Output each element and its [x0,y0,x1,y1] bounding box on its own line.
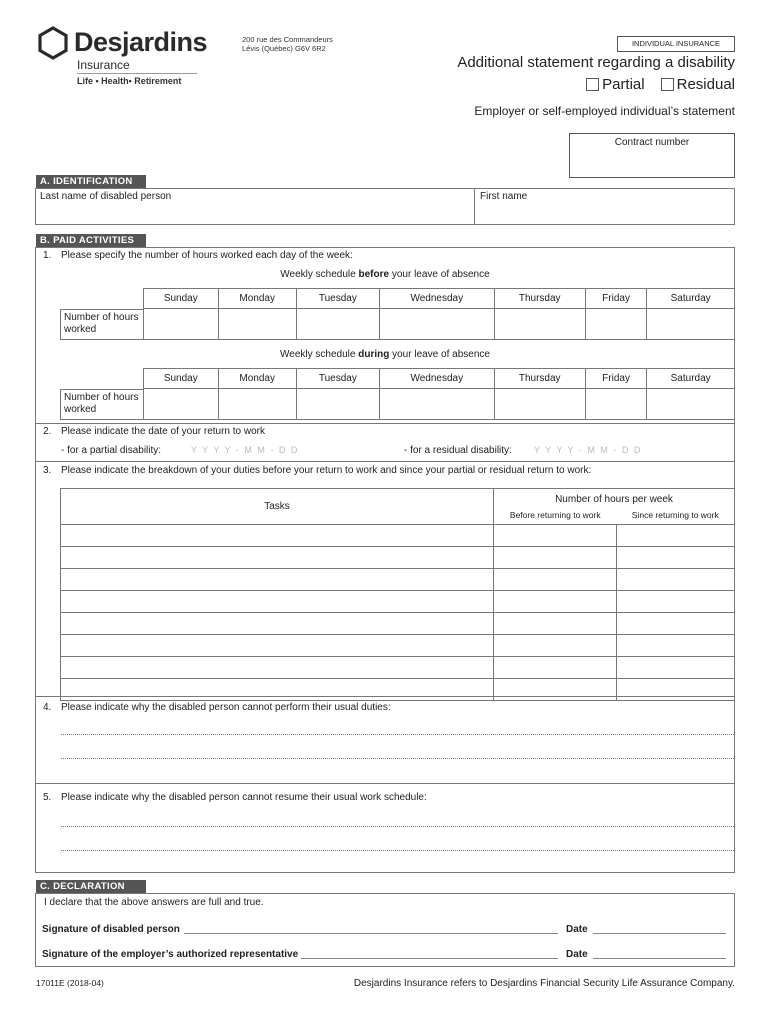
date-label: Date [566,949,588,960]
since-hours-cell[interactable] [617,525,735,547]
since-returning-header: Since returning to work [617,507,735,525]
since-hours-cell[interactable] [617,657,735,679]
brand-divider [77,73,197,74]
day-header: Monday [218,289,296,309]
form-code: 17011E (2018-04) [36,978,104,988]
hours-cell[interactable] [494,309,585,340]
day-header: Tuesday [296,369,379,389]
during-bold: during [358,349,390,360]
q4-text: Please indicate why the disabled person cannot perform their usual duties: [61,702,391,713]
address-line-2: Lévis (Québec) G6V 6R2 [242,44,326,53]
task-row [61,569,735,591]
task-row [61,591,735,613]
day-header: Friday [585,289,647,309]
brand-name: Desjardins [74,27,208,57]
during-prefix: Weekly schedule [280,349,359,360]
day-header: Friday [585,369,647,389]
date-line[interactable] [593,958,726,959]
last-name-label: Last name of disabled person [40,191,172,202]
before-hours-cell[interactable] [494,635,617,657]
q5-answer-line[interactable] [61,850,734,851]
tasks-table [60,488,735,701]
date-label: Date [566,924,588,935]
hours-cell[interactable] [585,309,647,340]
partial-option[interactable] [586,76,645,93]
hours-cell[interactable] [380,389,495,420]
sig-employer-label: Signature of the employer’s authorized representative [42,949,299,960]
residual-option[interactable] [661,76,735,93]
contract-number-field[interactable] [569,133,735,178]
q5-text: Please indicate why the disabled person cannot resume their usual work schedule: [61,792,427,803]
sig-employer-line[interactable] [301,958,558,959]
partial-date-label: - for a partial disability: [61,445,162,456]
q2-text: Please indicate the date of your return to work [61,426,266,437]
hours-worked-label [60,389,144,420]
brand-sub: Insurance [77,58,130,72]
sig-disabled-label: Signature of disabled person [42,924,180,935]
sig-disabled-line[interactable] [184,933,558,934]
first-name-label: First name [480,191,528,202]
before-suffix: your leave of absence [389,269,490,280]
q3-number: 3. [43,465,52,476]
partial-label: Partial [602,76,645,93]
day-header: Tuesday [296,289,379,309]
hours-cell[interactable] [296,309,379,340]
last-name-input[interactable] [36,203,473,224]
residual-checkbox[interactable] [661,78,674,91]
since-hours-cell[interactable] [617,613,735,635]
q4-number: 4. [43,702,52,713]
before-hours-cell[interactable] [494,525,617,547]
task-cell[interactable] [61,591,494,613]
before-hours-cell[interactable] [494,679,617,701]
disability-type-options [586,76,735,93]
since-hours-cell[interactable] [617,547,735,569]
tasks-header: Tasks [61,489,494,525]
section-c-title: DECLARATION [53,881,125,892]
section-b-header [36,234,146,247]
declaration-statement: I declare that the above answers are full and true. [44,897,264,908]
before-prefix: Weekly schedule [280,269,359,280]
insurance-type-badge: INDIVIDUAL INSURANCE [617,36,735,52]
day-header: Sunday [144,369,219,389]
during-suffix: your leave of absence [389,349,490,360]
hours-cell[interactable] [380,309,495,340]
contract-number-label: Contract number [614,137,690,148]
task-cell[interactable] [61,657,494,679]
hours-label-line-1: Number of hours [64,392,139,403]
task-row [61,613,735,635]
hours-cell[interactable] [218,309,296,340]
brand-tagline: Life • Health• Retirement [77,76,182,86]
partial-checkbox[interactable] [586,78,599,91]
task-row [61,657,735,679]
before-hours-cell[interactable] [494,613,617,635]
desjardins-logo-icon [38,26,68,60]
q5-number: 5. [43,792,52,803]
task-cell[interactable] [61,635,494,657]
hours-cell[interactable] [144,389,219,420]
q4-answer-line[interactable] [61,734,734,735]
schedule-before-heading [0,269,770,280]
address-line-1: 200 rue des Commandeurs [242,35,333,44]
company-address [242,35,333,53]
hours-cell[interactable] [144,309,219,340]
task-cell[interactable] [61,525,494,547]
q4-answer-line[interactable] [61,758,734,759]
task-cell[interactable] [61,679,494,701]
residual-date-label: - for a residual disability: [404,445,512,456]
hours-cell[interactable] [494,389,585,420]
hours-label-line-1: Number of hours [64,312,139,323]
day-header: Saturday [647,289,735,309]
section-a-header [36,175,146,188]
residual-label: Residual [676,76,735,93]
day-header: Monday [218,369,296,389]
hours-cell[interactable] [585,389,647,420]
task-cell[interactable] [61,547,494,569]
form-title: Additional statement regarding a disability [457,54,735,71]
section-c-header [36,880,146,893]
since-hours-cell[interactable] [617,679,735,701]
footer-disclaimer: Desjardins Insurance refers to Desjardins Financial Security Life Assurance Company. [353,978,735,989]
task-cell[interactable] [61,613,494,635]
section-b-letter: B. [40,235,51,246]
q5-answer-line[interactable] [61,826,734,827]
date-line[interactable] [593,933,726,934]
residual-date-input[interactable]: Y Y Y Y - M M - D D [534,445,642,455]
hours-cell[interactable] [218,389,296,420]
day-header: Wednesday [380,289,495,309]
hours-label-line-2: worked [64,324,97,335]
q3-text: Please indicate the breakdown of your duties before your return to work and since your partial or residual return to work: [61,465,592,476]
hours-cell[interactable] [647,389,735,420]
before-bold: before [358,269,390,280]
hours-label-line-2: worked [64,404,97,415]
day-header: Sunday [144,289,219,309]
before-hours-cell[interactable] [494,547,617,569]
schedule-during-table [143,368,735,420]
partial-date-input[interactable]: Y Y Y Y - M M - D D [191,445,299,455]
section-c-letter: C. [40,881,51,892]
since-hours-cell[interactable] [617,635,735,657]
q1-text: Please specify the number of hours worked each day of the week: [61,250,353,261]
section-a-letter: A. [40,176,51,187]
hours-per-week-header: Number of hours per week [494,489,735,507]
since-hours-cell[interactable] [617,569,735,591]
section-b-title: PAID ACTIVITIES [53,235,135,246]
task-row [61,679,735,701]
day-header: Thursday [494,369,585,389]
before-hours-cell[interactable] [494,657,617,679]
form-subtitle: Employer or self-employed individual’s statement [474,104,735,118]
q1-number: 1. [43,250,52,261]
q2-number: 2. [43,426,52,437]
before-hours-cell[interactable] [494,569,617,591]
hours-cell[interactable] [647,309,735,340]
hours-worked-label [60,309,144,340]
before-returning-header: Before returning to work [494,507,617,525]
section-a-title: IDENTIFICATION [53,176,133,187]
task-row [61,525,735,547]
task-cell[interactable] [61,569,494,591]
day-header: Thursday [494,289,585,309]
before-hours-cell[interactable] [494,591,617,613]
hours-cell[interactable] [296,389,379,420]
schedule-before-table [143,288,735,340]
day-header: Saturday [647,369,735,389]
day-header: Wednesday [380,369,495,389]
since-hours-cell[interactable] [617,591,735,613]
first-name-input[interactable] [475,203,733,224]
task-row [61,547,735,569]
task-row [61,635,735,657]
schedule-during-heading [0,349,770,360]
